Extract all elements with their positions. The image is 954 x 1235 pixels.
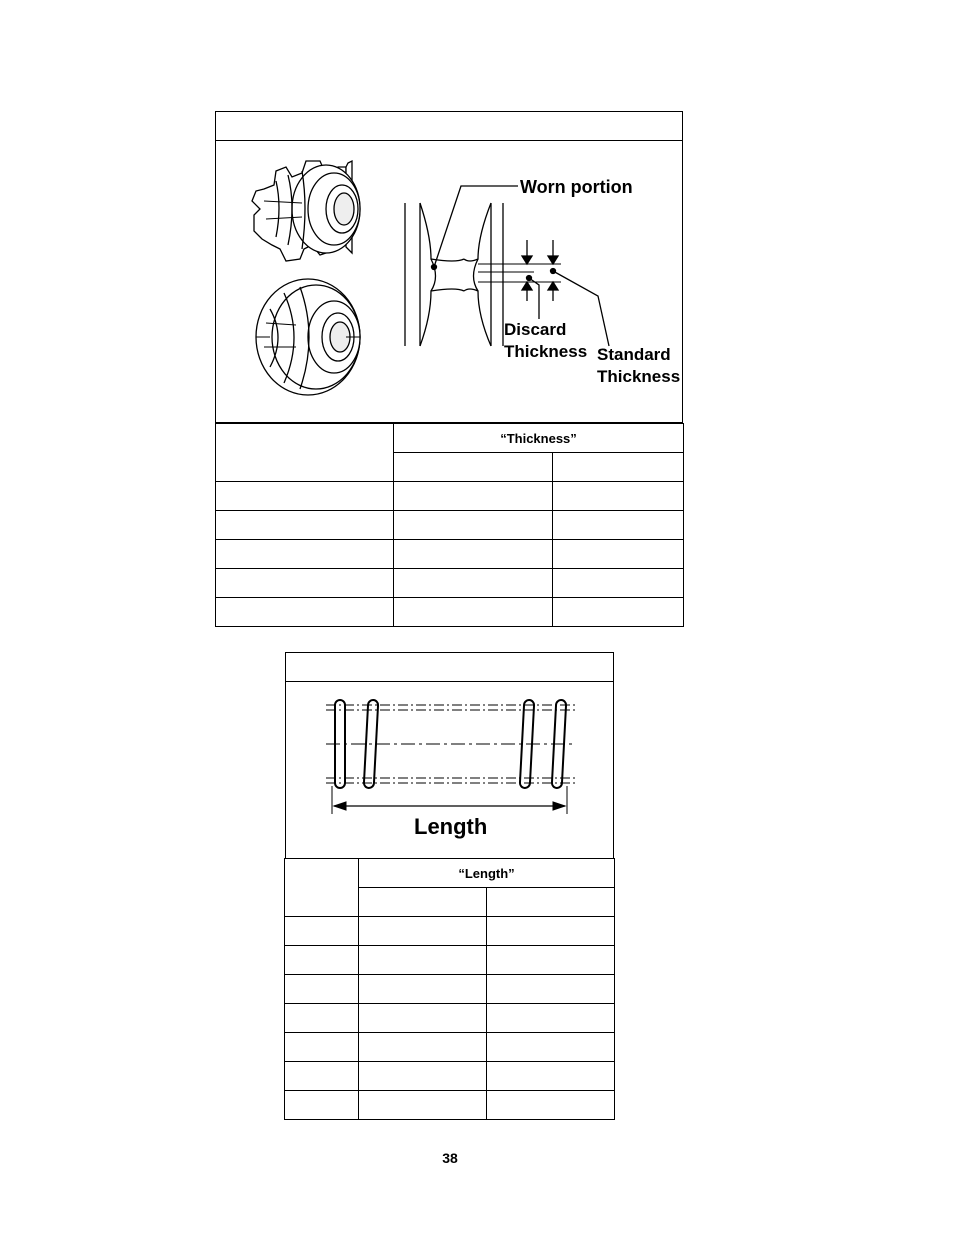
table-row [216,598,684,627]
discard-label-line2: Thickness [504,342,588,361]
table-row [285,917,615,946]
spring-drawing [326,700,576,814]
table-row [285,975,615,1004]
spring-illustration [286,682,613,858]
table-header-cell [216,424,394,482]
length-label: Length [414,814,488,839]
length-group-header: “Length” [359,859,615,888]
table-row [285,1091,615,1120]
table-row [216,511,684,540]
standard-label-line2: Thickness [597,367,681,386]
table-header-cell [487,888,615,917]
table-row [216,540,684,569]
table-row [285,946,615,975]
sprocket-panel-header [216,112,682,141]
table-header-cell [394,453,553,482]
sprocket-thickness-table [215,423,684,627]
table-row [285,1004,615,1033]
table-row [216,482,684,511]
sprocket-lower-drawing [256,279,360,395]
table-row [216,569,684,598]
table-row [285,1062,615,1091]
sprocket-figure-panel [215,111,683,423]
spring-length-table [284,858,615,1120]
spring-panel-header [286,653,613,682]
table-header-cell [285,859,359,917]
spring-figure-panel [285,652,614,859]
standard-label-line1: Standard [597,345,671,364]
discard-label-line1: Discard [504,320,567,339]
table-row [285,1033,615,1062]
page-number: 38 [442,1150,458,1166]
table-header-cell [553,453,684,482]
thickness-group-header: “Thickness” [394,424,684,453]
table-header-cell [359,888,487,917]
worn-portion-label: Worn portion [520,177,633,197]
sprocket-upper-drawing [252,161,360,261]
sprocket-illustration [216,141,682,421]
